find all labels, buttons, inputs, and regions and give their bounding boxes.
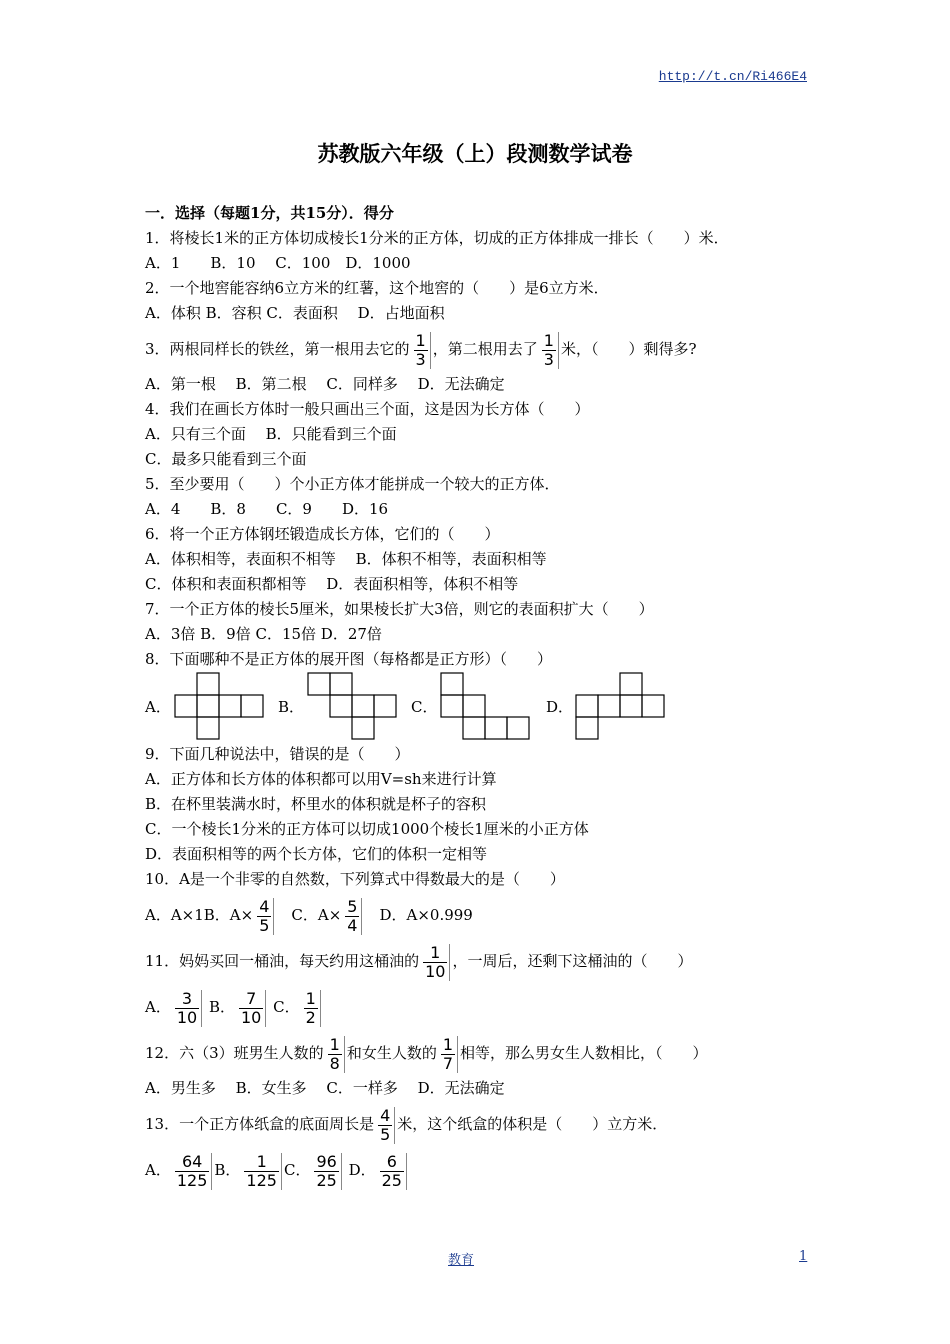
- question-11: [145, 938, 815, 984]
- fraction: $\frac{1}{125}$: [242, 1153, 282, 1190]
- fraction: $\frac{1}{3}$: [540, 332, 559, 369]
- fraction: $\frac{3}{10}$: [173, 990, 202, 1027]
- question-4-options-1: A．只有三个面 B．只能看到三个面: [145, 425, 397, 443]
- net-c-label: C．: [411, 698, 438, 716]
- q3-text-mid: ，第二根用去了: [432, 340, 538, 358]
- fraction: $\frac{7}{10}$: [237, 990, 266, 1027]
- q13-label-b: B．: [214, 1161, 241, 1179]
- q11-label-c: C．: [268, 998, 300, 1016]
- question-2: 2．一个地窖能容纳6立方米的红薯，这个地窖的（ ）是6立方米．: [145, 279, 609, 297]
- q3-text-pre: 3．两根同样长的铁丝，第一根用去它的: [145, 340, 410, 358]
- q11-label-b: B．: [204, 998, 235, 1016]
- q13-text-post: 米，这个纸盒的体积是（ ）立方米．: [397, 1115, 668, 1133]
- fraction: $\frac{64}{125}$: [173, 1153, 213, 1190]
- question-9: 9．下面几种说法中，错误的是（ ）: [145, 745, 410, 763]
- fraction: $\frac{1}{7}$: [439, 1036, 458, 1073]
- q11-label-a: A．: [145, 998, 171, 1016]
- fraction: $\frac{1}{8}$: [326, 1036, 345, 1073]
- cube-net-d: [575, 672, 665, 740]
- question-4-options-2: C．最多只能看到三个面: [145, 450, 307, 468]
- net-d-label: D．: [546, 698, 574, 716]
- fraction: $\frac{1}{2}$: [302, 990, 321, 1027]
- q10-opt-d: D．A×0.999: [364, 906, 473, 924]
- q12-text-pre: 12．六（3）班男生人数的: [145, 1044, 324, 1062]
- q11-text-post: ，一周后，还剩下这桶油的（ ）: [452, 952, 693, 970]
- q13-label-c: C．: [283, 1161, 311, 1179]
- q13-text-pre: 13．一个正方体纸盒的底面周长是: [145, 1115, 375, 1133]
- question-7-options: A．3倍 B．9倍 C．15倍 D．27倍: [145, 625, 382, 643]
- fraction: $\frac{4}{5}$: [255, 898, 274, 935]
- question-6-options-2: C．体积和表面积都相等 D．表面积相等，体积不相等: [145, 575, 519, 593]
- footer-link[interactable]: 教育: [448, 1253, 475, 1268]
- question-13: [145, 1101, 815, 1147]
- question-1: 1．将棱长1米的正方体切成棱长1分米的正方体，切成的正方体排成一排长（ ）米．: [145, 229, 729, 247]
- question-10: 10．A是一个非零的自然数，下列算式中得数最大的是（ ）: [145, 870, 565, 888]
- q13-label-a: A．: [145, 1161, 171, 1179]
- question-9-option-a: A．正方体和长方体的体积都可以用V=sh来进行计算: [145, 770, 497, 788]
- q10-opt-ab: A．A×1B．A×: [145, 906, 254, 924]
- cube-net-options: [145, 672, 815, 742]
- q10-opt-c: C．A×: [276, 906, 342, 924]
- question-1-options: A．1 B．10 C．100 D．1000: [145, 254, 411, 272]
- page-number[interactable]: 1: [799, 1249, 808, 1264]
- section-heading: 一．选择（每题1分，共15分）．得分: [145, 204, 394, 222]
- net-b-label: B．: [278, 698, 305, 716]
- fraction: $\frac{6}{25}$: [378, 1153, 407, 1190]
- question-13-options: [145, 1147, 815, 1193]
- fraction: $\frac{1}{10}$: [421, 944, 450, 981]
- fraction: $\frac{4}{5}$: [376, 1107, 395, 1144]
- page-title: 苏教版六年级（上）段测数学试卷: [317, 141, 633, 166]
- question-6: 6．将一个正方体钢坯锻造成长方体，它们的（ ）: [145, 525, 500, 543]
- q13-label-d: D．: [343, 1161, 376, 1179]
- fraction: $\frac{96}{25}$: [312, 1153, 341, 1190]
- q12-text-post: 相等，那么男女生人数相比，（ ）: [460, 1044, 708, 1062]
- question-11-options: [145, 984, 815, 1030]
- question-3-options: A．第一根 B．第二根 C．同样多 D．无法确定: [145, 375, 505, 393]
- question-2-options: A．体积 B．容积 C．表面积 D．占地面积: [145, 304, 445, 322]
- question-8: 8．下面哪种不是正方体的展开图（每格都是正方形）（ ）: [145, 650, 553, 668]
- question-7: 7．一个正方体的棱长5厘米，如果棱长扩大3倍，则它的表面积扩大（ ）: [145, 600, 654, 618]
- question-12-options: A．男生多 B．女生多 C．一样多 D．无法确定: [145, 1079, 505, 1097]
- net-a-label: A．: [145, 698, 171, 716]
- question-12: [145, 1030, 815, 1076]
- question-10-options: [145, 892, 815, 938]
- q11-text-pre: 11．妈妈买回一桶油，每天约用这桶油的: [145, 952, 420, 970]
- question-3: [145, 326, 815, 372]
- q12-text-mid: 和女生人数的: [346, 1044, 437, 1062]
- question-5-options: A．4 B．8 C．9 D．16: [145, 500, 389, 518]
- source-link[interactable]: http://t.cn/Ri466E4: [658, 69, 807, 84]
- question-list: [145, 201, 815, 1193]
- question-9-option-c: C．一个棱长1分米的正方体可以切成1000个棱长1厘米的小正方体: [145, 820, 589, 838]
- fraction: $\frac{1}{3}$: [412, 332, 431, 369]
- fraction: $\frac{5}{4}$: [343, 898, 362, 935]
- question-9-option-d: D．表面积相等的两个长方体，它们的体积一定相等: [145, 845, 488, 863]
- question-6-options-1: A．体积相等，表面积不相等 B．体积不相等，表面积相等: [145, 550, 547, 568]
- cube-net-a: [174, 672, 264, 740]
- question-4: 4．我们在画长方体时一般只画出三个面，这是因为长方体（ ）: [145, 400, 590, 418]
- cube-net-c: [440, 672, 530, 740]
- q3-text-post: 米，（ ）剩得多?: [560, 340, 697, 358]
- question-9-option-b: B．在杯里装满水时，杯里水的体积就是杯子的容积: [145, 795, 487, 813]
- question-5: 5．至少要用（ ）个小正方体才能拼成一个较大的正方体．: [145, 475, 560, 493]
- cube-net-b: [307, 672, 397, 740]
